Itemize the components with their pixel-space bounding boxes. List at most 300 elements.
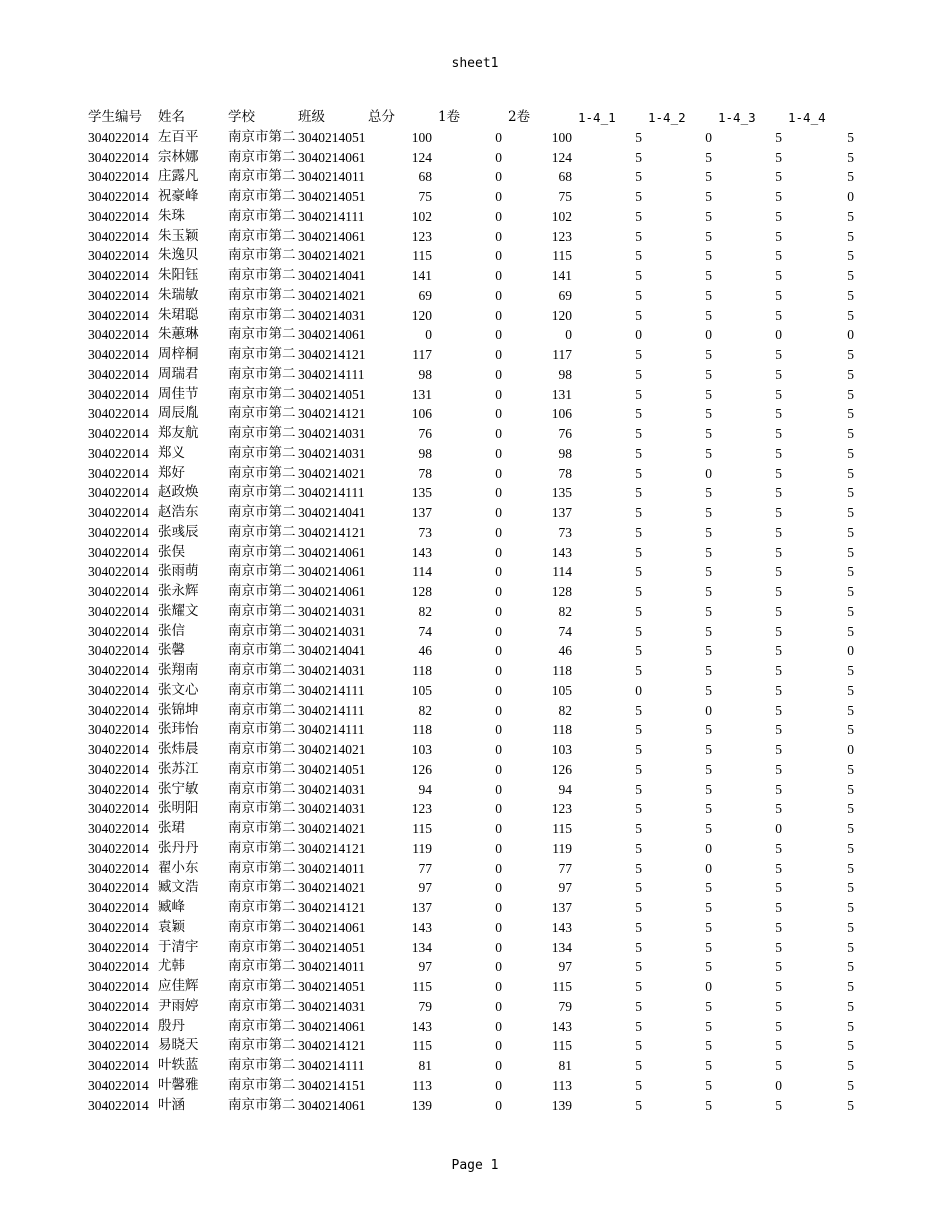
q1-4-1-cell: 0 [635, 327, 642, 343]
school-cell: 南京市第二 [228, 800, 296, 817]
total-score-cell: 68 [418, 169, 432, 185]
q1-4-3-cell: 5 [775, 228, 782, 244]
paper-2-cell: 115 [552, 821, 572, 836]
q1-4-1-cell: 5 [635, 702, 642, 718]
q1-4-4-cell: 5 [847, 781, 854, 797]
q1-4-4-cell: 5 [847, 1058, 854, 1073]
q1-4-3-cell: 5 [775, 287, 782, 303]
paper-1-cell: 0 [495, 821, 502, 836]
paper-2-cell: 94 [558, 781, 572, 797]
name-cell: 郑义 [158, 444, 185, 461]
name-cell: 尹雨婷 [158, 997, 199, 1014]
q1-4-4-cell: 5 [847, 129, 854, 145]
school-cell: 南京市第二 [228, 365, 296, 382]
q1-4-1-cell: 5 [635, 643, 642, 659]
q1-4-2-cell: 5 [705, 189, 712, 204]
total-score-cell: 123 [411, 228, 432, 244]
paper-2-cell: 78 [558, 465, 572, 481]
q1-4-2-cell: 5 [705, 623, 712, 639]
school-cell: 南京市第二 [228, 602, 296, 619]
student-id-cell: 304022014 [88, 1058, 149, 1073]
q1-4-4-cell: 5 [847, 998, 854, 1014]
paper-2-cell: 82 [558, 702, 572, 718]
class-cell: 3040214151 [298, 1077, 366, 1093]
class-cell: 3040214121 [298, 1038, 366, 1054]
student-id-cell: 304022014 [88, 465, 149, 481]
q1-4-4-cell: 5 [847, 564, 854, 580]
name-cell: 张翔南 [158, 662, 199, 678]
q1-4-3-cell: 5 [775, 189, 782, 204]
header-total: 总分 [368, 109, 395, 125]
header-paper-2: 2卷 [508, 109, 531, 125]
total-score-cell: 114 [412, 564, 432, 580]
total-score-cell: 97 [418, 880, 432, 896]
q1-4-4-cell: 5 [847, 524, 854, 540]
school-cell: 南京市第二 [228, 820, 296, 836]
name-cell: 祝豪峰 [158, 188, 199, 204]
student-id-cell: 304022014 [88, 485, 149, 501]
paper-2-cell: 106 [551, 406, 572, 422]
name-cell: 周辰胤 [158, 405, 199, 422]
school-cell: 南京市第二 [228, 504, 296, 520]
school-cell: 南京市第二 [228, 760, 296, 777]
name-cell: 张丹丹 [158, 839, 199, 856]
class-cell: 3040214051 [298, 979, 366, 994]
student-id-cell: 304022014 [88, 761, 149, 777]
q1-4-3-cell: 5 [775, 959, 782, 975]
school-cell: 南京市第二 [228, 859, 296, 876]
student-id-cell: 304022014 [88, 426, 149, 441]
school-cell: 南京市第二 [228, 207, 296, 224]
q1-4-2-cell: 5 [705, 1097, 712, 1113]
q1-4-1-cell: 5 [635, 268, 642, 283]
total-score-cell: 74 [418, 623, 432, 639]
q1-4-2-cell: 5 [705, 682, 712, 698]
paper-1-cell: 0 [495, 248, 502, 264]
paper-2-cell: 73 [558, 524, 572, 540]
q1-4-1-cell: 5 [635, 840, 642, 856]
q1-4-4-cell: 5 [847, 603, 854, 619]
paper-1-cell: 0 [495, 465, 502, 481]
student-id-cell: 304022014 [88, 169, 149, 185]
total-score-cell: 143 [411, 1018, 432, 1034]
q1-4-2-cell: 5 [705, 287, 712, 303]
school-cell: 南京市第二 [228, 662, 296, 678]
name-cell: 尤韩 [158, 958, 185, 975]
paper-1-cell: 0 [495, 485, 502, 501]
total-score-cell: 139 [411, 1097, 432, 1113]
name-cell: 周梓桐 [158, 346, 199, 362]
q1-4-2-cell: 5 [705, 584, 712, 599]
paper-2-cell: 124 [551, 149, 572, 165]
q1-4-3-cell: 0 [775, 327, 782, 343]
q1-4-2-cell: 5 [705, 386, 712, 402]
q1-4-4-cell: 5 [847, 426, 854, 441]
q1-4-3-cell: 5 [775, 643, 782, 659]
paper-1-cell: 0 [495, 979, 502, 994]
paper-2-cell: 118 [552, 663, 572, 678]
q1-4-3-cell: 0 [775, 821, 782, 836]
student-id-cell: 304022014 [88, 327, 149, 343]
school-cell: 南京市第二 [228, 168, 296, 185]
page-number: Page 1 [451, 1158, 499, 1173]
q1-4-1-cell: 5 [635, 584, 642, 599]
header-class: 班级 [298, 109, 325, 125]
q1-4-3-cell: 5 [775, 801, 782, 817]
q1-4-1-cell: 5 [635, 248, 642, 264]
student-id-cell: 304022014 [88, 287, 149, 303]
q1-4-4-cell: 5 [847, 544, 854, 560]
q1-4-3-cell: 5 [775, 248, 782, 264]
q1-4-1-cell: 5 [635, 189, 642, 204]
school-cell: 南京市第二 [228, 1096, 296, 1113]
paper-2-cell: 137 [551, 505, 572, 520]
student-id-cell: 304022014 [88, 860, 149, 876]
paper-2-cell: 68 [558, 169, 572, 185]
paper-2-cell: 115 [552, 248, 572, 264]
school-cell: 南京市第二 [228, 425, 296, 441]
paper-1-cell: 0 [495, 169, 502, 185]
q1-4-4-cell: 0 [847, 189, 854, 204]
header-q1-4-3: 1-4_3 [718, 110, 756, 125]
q1-4-4-cell: 5 [847, 722, 854, 738]
header-student-id: 学生编号 [88, 109, 142, 125]
student-id-cell: 304022014 [88, 584, 149, 599]
header-q1-4-1: 1-4_1 [578, 110, 616, 125]
q1-4-3-cell: 5 [775, 998, 782, 1014]
total-score-cell: 73 [418, 524, 432, 540]
student-id-cell: 304022014 [88, 840, 149, 856]
q1-4-2-cell: 5 [705, 564, 712, 580]
name-cell: 张信 [158, 622, 185, 639]
name-cell: 张雨萌 [158, 563, 199, 580]
total-score-cell: 123 [411, 801, 432, 817]
school-cell: 南京市第二 [228, 879, 296, 896]
q1-4-3-cell: 5 [775, 129, 782, 145]
name-cell: 张锦坤 [158, 701, 199, 718]
q1-4-1-cell: 5 [635, 426, 642, 441]
paper-1-cell: 0 [495, 663, 502, 678]
q1-4-1-cell: 5 [635, 169, 642, 185]
paper-2-cell: 0 [565, 327, 572, 343]
q1-4-4-cell: 5 [847, 821, 854, 836]
q1-4-4-cell: 5 [847, 900, 854, 915]
paper-1-cell: 0 [495, 544, 502, 560]
total-score-cell: 115 [412, 1038, 432, 1054]
paper-1-cell: 0 [495, 742, 502, 757]
total-score-cell: 77 [418, 860, 432, 876]
class-cell: 3040214061 [298, 149, 366, 165]
total-score-cell: 97 [418, 959, 432, 975]
class-cell: 3040214121 [298, 406, 366, 422]
q1-4-4-cell: 0 [847, 327, 854, 343]
total-score-cell: 78 [418, 465, 432, 481]
student-id-cell: 304022014 [88, 939, 149, 955]
school-cell: 南京市第二 [228, 563, 296, 580]
q1-4-3-cell: 5 [775, 1018, 782, 1034]
class-cell: 3040214031 [298, 426, 366, 441]
total-score-cell: 94 [418, 781, 432, 797]
student-id-cell: 304022014 [88, 208, 149, 224]
q1-4-3-cell: 5 [775, 919, 782, 935]
paper-1-cell: 0 [495, 939, 502, 955]
paper-2-cell: 77 [558, 860, 572, 876]
name-cell: 周佳节 [158, 385, 199, 402]
q1-4-3-cell: 5 [775, 1038, 782, 1054]
paper-2-cell: 82 [558, 603, 572, 619]
school-cell: 南京市第二 [228, 1017, 296, 1034]
q1-4-3-cell: 5 [775, 682, 782, 698]
q1-4-2-cell: 5 [705, 959, 712, 975]
q1-4-2-cell: 0 [705, 465, 712, 481]
class-cell: 3040214111 [298, 682, 365, 698]
paper-1-cell: 0 [495, 287, 502, 303]
school-cell: 南京市第二 [228, 681, 296, 698]
paper-1-cell: 0 [495, 347, 502, 362]
q1-4-4-cell: 0 [847, 643, 854, 659]
q1-4-3-cell: 5 [775, 939, 782, 955]
q1-4-1-cell: 5 [635, 722, 642, 738]
school-cell: 南京市第二 [228, 464, 296, 481]
class-cell: 3040214051 [298, 189, 366, 204]
q1-4-3-cell: 5 [775, 781, 782, 797]
q1-4-3-cell: 5 [775, 1097, 782, 1113]
paper-1-cell: 0 [495, 307, 502, 323]
q1-4-2-cell: 5 [705, 900, 712, 915]
class-cell: 3040214031 [298, 603, 366, 619]
student-id-cell: 304022014 [88, 781, 149, 797]
q1-4-4-cell: 5 [847, 386, 854, 402]
q1-4-2-cell: 5 [705, 880, 712, 896]
school-cell: 南京市第二 [228, 938, 296, 955]
q1-4-2-cell: 5 [705, 307, 712, 323]
school-cell: 南京市第二 [228, 997, 296, 1014]
q1-4-2-cell: 5 [705, 426, 712, 441]
q1-4-4-cell: 5 [847, 860, 854, 876]
paper-1-cell: 0 [495, 860, 502, 876]
student-id-cell: 304022014 [88, 445, 149, 461]
paper-1-cell: 0 [495, 781, 502, 797]
q1-4-2-cell: 0 [705, 840, 712, 856]
paper-1-cell: 0 [495, 623, 502, 639]
school-cell: 南京市第二 [228, 839, 296, 856]
q1-4-3-cell: 5 [775, 1058, 782, 1073]
q1-4-1-cell: 5 [635, 228, 642, 244]
total-score-cell: 135 [411, 485, 432, 501]
q1-4-3-cell: 5 [775, 840, 782, 856]
class-cell: 3040214051 [298, 761, 366, 777]
q1-4-1-cell: 5 [635, 900, 642, 915]
total-score-cell: 46 [418, 643, 432, 659]
class-cell: 3040214011 [298, 860, 365, 876]
paper-2-cell: 118 [552, 722, 572, 738]
q1-4-3-cell: 5 [775, 979, 782, 994]
q1-4-1-cell: 5 [635, 742, 642, 757]
school-cell: 南京市第二 [228, 306, 296, 323]
paper-2-cell: 100 [551, 129, 572, 145]
name-cell: 张宁敏 [158, 780, 199, 797]
class-cell: 3040214021 [298, 880, 366, 896]
q1-4-4-cell: 5 [847, 287, 854, 303]
q1-4-1-cell: 5 [635, 544, 642, 560]
paper-2-cell: 81 [558, 1058, 572, 1073]
name-cell: 张彧辰 [158, 523, 199, 540]
q1-4-4-cell: 5 [847, 1018, 854, 1034]
student-id-cell: 304022014 [88, 663, 149, 678]
q1-4-1-cell: 5 [635, 801, 642, 817]
q1-4-2-cell: 5 [705, 919, 712, 935]
paper-1-cell: 0 [495, 228, 502, 244]
total-score-cell: 81 [418, 1058, 432, 1073]
q1-4-3-cell: 5 [775, 445, 782, 461]
q1-4-4-cell: 5 [847, 623, 854, 639]
q1-4-3-cell: 5 [775, 564, 782, 580]
student-id-cell: 304022014 [88, 900, 149, 915]
school-cell: 南京市第二 [228, 780, 296, 797]
class-cell: 3040214061 [298, 327, 366, 343]
name-cell: 朱瑞敏 [158, 286, 199, 303]
q1-4-3-cell: 5 [775, 169, 782, 185]
q1-4-4-cell: 5 [847, 1097, 854, 1113]
paper-2-cell: 97 [558, 880, 572, 896]
q1-4-4-cell: 5 [847, 268, 854, 283]
total-score-cell: 119 [412, 840, 432, 856]
q1-4-4-cell: 5 [847, 840, 854, 856]
q1-4-2-cell: 5 [705, 643, 712, 659]
total-score-cell: 118 [412, 722, 432, 738]
q1-4-4-cell: 5 [847, 682, 854, 698]
q1-4-2-cell: 5 [705, 248, 712, 264]
q1-4-2-cell: 5 [705, 781, 712, 797]
paper-1-cell: 0 [495, 722, 502, 738]
q1-4-4-cell: 5 [847, 979, 854, 994]
paper-1-cell: 0 [495, 584, 502, 599]
class-cell: 3040214051 [298, 386, 366, 402]
class-cell: 3040214061 [298, 1097, 366, 1113]
class-cell: 3040214031 [298, 445, 366, 461]
class-cell: 3040214121 [298, 840, 366, 856]
total-score-cell: 102 [411, 208, 432, 224]
school-cell: 南京市第二 [228, 326, 296, 343]
name-cell: 朱珠 [158, 207, 185, 224]
q1-4-2-cell: 0 [705, 129, 712, 145]
header-paper-1: 1卷 [438, 109, 461, 125]
q1-4-1-cell: 5 [635, 287, 642, 303]
q1-4-1-cell: 5 [635, 761, 642, 777]
student-id-cell: 304022014 [88, 880, 149, 896]
paper-1-cell: 0 [495, 702, 502, 718]
paper-2-cell: 97 [558, 959, 572, 975]
student-id-cell: 304022014 [88, 979, 149, 994]
school-cell: 南京市第二 [228, 188, 296, 204]
school-cell: 南京市第二 [228, 1076, 296, 1093]
class-cell: 3040214061 [298, 584, 366, 599]
school-cell: 南京市第二 [228, 1037, 296, 1054]
student-id-cell: 304022014 [88, 702, 149, 718]
q1-4-4-cell: 5 [847, 208, 854, 224]
class-cell: 3040214111 [298, 208, 365, 224]
q1-4-3-cell: 5 [775, 208, 782, 224]
paper-2-cell: 135 [551, 485, 572, 501]
name-cell: 叶馨雅 [158, 1076, 199, 1093]
q1-4-3-cell: 5 [775, 900, 782, 915]
q1-4-1-cell: 5 [635, 505, 642, 520]
paper-1-cell: 0 [495, 643, 502, 659]
total-score-cell: 79 [418, 998, 432, 1014]
q1-4-4-cell: 5 [847, 880, 854, 896]
class-cell: 3040214011 [298, 959, 365, 975]
q1-4-1-cell: 5 [635, 1097, 642, 1113]
total-score-cell: 128 [411, 584, 432, 599]
total-score-cell: 76 [418, 426, 432, 441]
name-cell: 应佳辉 [158, 978, 199, 994]
paper-1-cell: 0 [495, 524, 502, 540]
paper-1-cell: 0 [495, 406, 502, 422]
class-cell: 3040214121 [298, 900, 366, 915]
student-id-cell: 304022014 [88, 1097, 149, 1113]
q1-4-1-cell: 5 [635, 386, 642, 402]
name-cell: 宗林娜 [158, 148, 199, 165]
class-cell: 3040214051 [298, 129, 366, 145]
q1-4-2-cell: 5 [705, 821, 712, 836]
header-name: 姓名 [158, 109, 185, 125]
class-cell: 3040214021 [298, 821, 366, 836]
paper-1-cell: 0 [495, 129, 502, 145]
q1-4-1-cell: 5 [635, 1018, 642, 1034]
school-cell: 南京市第二 [228, 721, 296, 738]
class-cell: 3040214061 [298, 1018, 366, 1034]
student-id-cell: 304022014 [88, 623, 149, 639]
name-cell: 庄露凡 [158, 168, 199, 185]
name-cell: 张炜晨 [158, 741, 199, 757]
q1-4-1-cell: 5 [635, 366, 642, 382]
student-id-cell: 304022014 [88, 366, 149, 382]
name-cell: 朱玉颖 [158, 227, 199, 244]
class-cell: 3040214031 [298, 781, 366, 797]
total-score-cell: 126 [411, 761, 432, 777]
q1-4-4-cell: 5 [847, 485, 854, 501]
name-cell: 郑好 [158, 464, 185, 481]
q1-4-4-cell: 5 [847, 406, 854, 422]
q1-4-3-cell: 5 [775, 524, 782, 540]
name-cell: 叶涵 [158, 1096, 185, 1113]
q1-4-2-cell: 5 [705, 603, 712, 619]
total-score-cell: 100 [411, 129, 432, 145]
q1-4-2-cell: 0 [705, 979, 712, 994]
class-cell: 3040214121 [298, 524, 366, 540]
student-id-cell: 304022014 [88, 129, 149, 145]
name-cell: 张明阳 [158, 800, 199, 817]
paper-2-cell: 123 [551, 801, 572, 817]
q1-4-2-cell: 5 [705, 722, 712, 738]
q1-4-1-cell: 5 [635, 564, 642, 580]
name-cell: 朱阳钰 [158, 267, 199, 283]
class-cell: 3040214051 [298, 939, 366, 955]
q1-4-1-cell: 5 [635, 919, 642, 935]
q1-4-2-cell: 5 [705, 742, 712, 757]
q1-4-3-cell: 5 [775, 603, 782, 619]
paper-1-cell: 0 [495, 682, 502, 698]
name-cell: 朱逸贝 [158, 247, 199, 264]
paper-1-cell: 0 [495, 564, 502, 580]
q1-4-4-cell: 5 [847, 465, 854, 481]
q1-4-2-cell: 5 [705, 485, 712, 501]
paper-1-cell: 0 [495, 1038, 502, 1054]
student-id-cell: 304022014 [88, 228, 149, 244]
student-id-cell: 304022014 [88, 268, 149, 283]
name-cell: 张永辉 [158, 583, 199, 599]
q1-4-4-cell: 5 [847, 366, 854, 382]
